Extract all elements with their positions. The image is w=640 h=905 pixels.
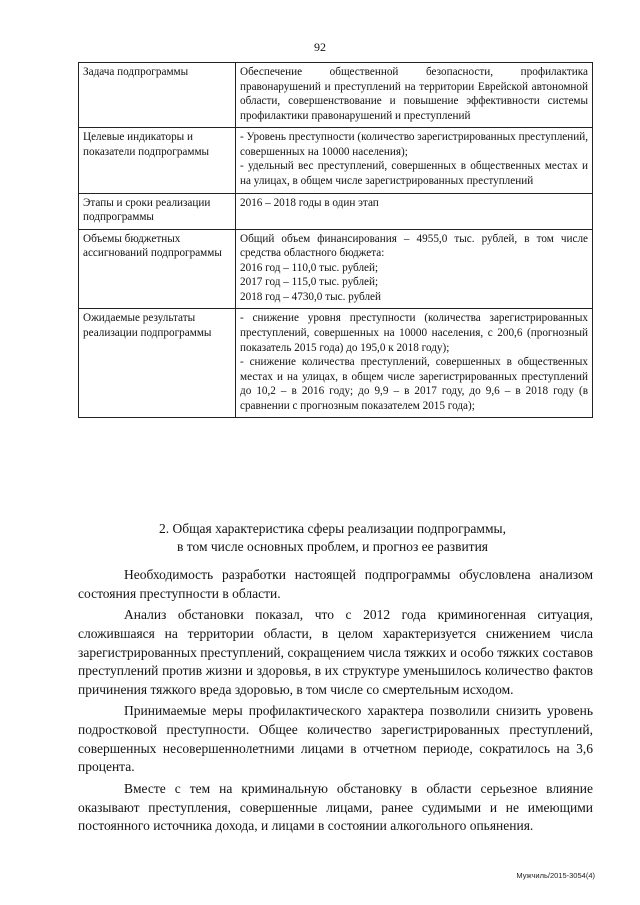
value-line: Обеспечение общественной безопасности, профилактика правонарушений и преступлений на территории Еврейской автономной области, совершенствование и повышение эффективности системы профилактики правонарушений и преступлений [240, 66, 588, 122]
paragraph: Анализ обстановки показал, что с 2012 года криминогенная ситуация, сложившаяся на территории области, в целом характеризуется снижением числа зарегистрированных преступлений, сокращением числа тяжких и особо тяжких составов преступлений против жизни и здоровья, в их структуре уменьшилось количество фактов причинения тяжкого вреда здоровью, в том числе со смертельным исходом. [78, 607, 593, 697]
value-line: 2016 год – 110,0 тыс. рублей; [240, 261, 379, 274]
value-line: 2016 – 2018 годы в один этап [240, 196, 379, 209]
value-line: - Уровень преступности (количество зарегистрированных преступлений, совершенных на 10000 населения); [240, 131, 588, 158]
row-value [236, 63, 593, 128]
paragraph: Вместе с тем на криминальную обстановку в области серьезное влияние оказывают преступления, совершенные лицами, ранее судимыми и не имеющими постоянного источника дохода, и лицами в состоянии алкогольного опьянения. [78, 780, 593, 834]
value-line: - снижение уровня преступности (количества зарегистрированных преступлений, совершенных на 10000 населения, с 200,6 (прогнозный показатель 2015 года) до 195,0 к 2018 году); [240, 312, 588, 354]
table-row [79, 309, 593, 418]
row-label: Целевые индикаторы и показатели подпрограммы [79, 128, 236, 193]
value-line: 2017 год – 115,0 тыс. рублей; [240, 276, 379, 289]
row-label: Ожидаемые результаты реализации подпрограммы [79, 309, 236, 418]
table-row [79, 229, 593, 309]
page-number: 92 [314, 40, 326, 54]
value-line: 2018 год – 4730,0 тыс. рублей [240, 290, 382, 303]
row-label: Этапы и сроки реализации подпрограммы [79, 193, 236, 229]
value-line: - удельный вес преступлений, совершенных в общественных местах и на улицах, в общем числе зарегистрированных преступлений [240, 160, 588, 187]
section-heading-line: в том числе основных проблем, и прогноз ее развития [176, 538, 489, 554]
footer-stamp: Мужчиль/2015-3054(4) [516, 871, 595, 880]
row-value [236, 128, 593, 193]
row-label: Задача подпрограммы [79, 63, 236, 128]
value-line: - снижение количества преступлений, совершенных в общественных местах и на улицах, в общем числе зарегистрированных преступлений до 10,2 – в 2016 году; до 9,9 – в 2017 году, до 9,6 – в 2018 году (в сравнении с прогнозным показателем 2015 года); [240, 356, 588, 412]
row-value [236, 193, 593, 229]
paragraph: Принимаемые меры профилактического характера позволили снизить уровень подростковой преступности. Общее количество зарегистрированных преступлений, совершенных несовершеннолетними лицами в отчетном периоде, сократилось на 3,6 процента. [78, 703, 593, 775]
table-row [79, 128, 593, 193]
body-text [78, 566, 593, 839]
row-value [236, 229, 593, 309]
paragraph: Необходимость разработки настоящей подпрограммы обусловлена анализом состояния преступности в области. [78, 567, 593, 601]
value-line: Общий объем финансирования – 4955,0 тыс. рублей, в том числе средства областного бюджета: [240, 232, 588, 260]
row-value [236, 309, 593, 418]
table-row [79, 193, 593, 229]
section-heading-line: 2. Общая характеристика сферы реализации подпрограммы, [159, 521, 506, 536]
table-row [79, 63, 593, 128]
section-heading [60, 520, 605, 556]
row-label: Объемы бюджетных ассигнований подпрограммы [79, 229, 236, 309]
subprogram-passport-table [78, 62, 593, 418]
